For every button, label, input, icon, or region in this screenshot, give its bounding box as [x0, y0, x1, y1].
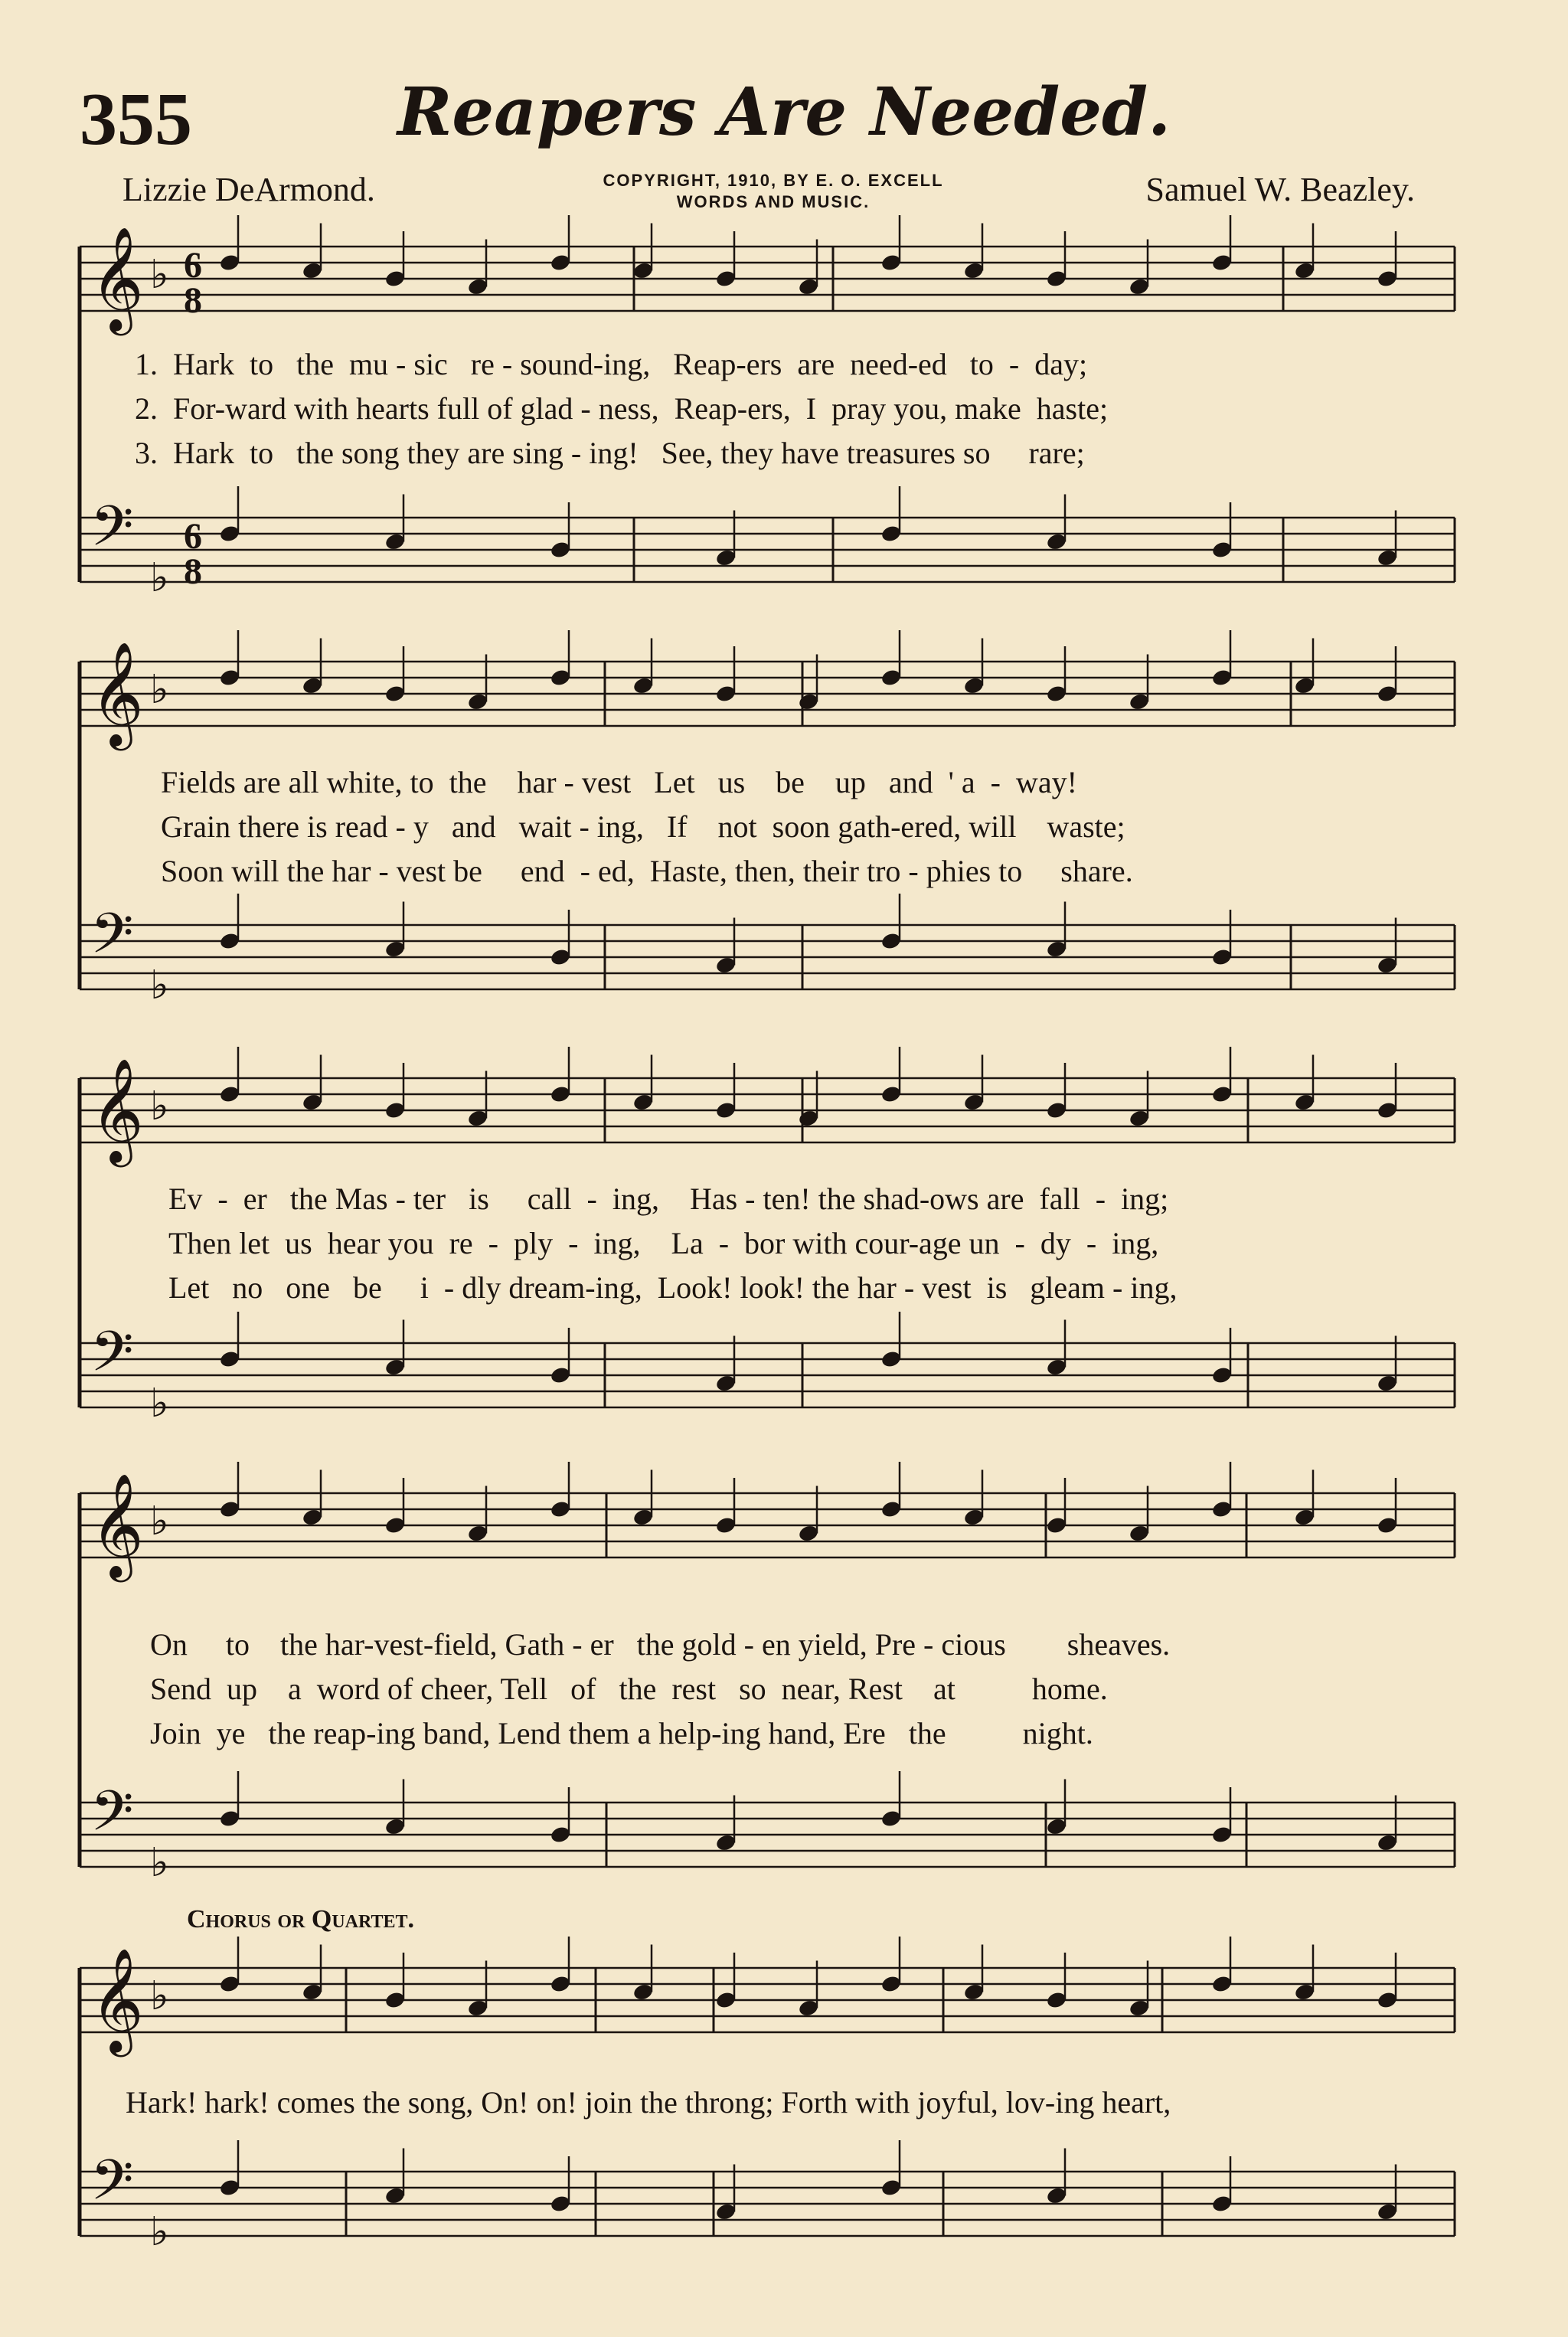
chorus-lyric-line: Hark! hark! comes the song, On! on! join the throng; Forth with joyful, lov-ing heart, — [126, 2085, 1171, 2120]
flat-icon: ♭ — [150, 1973, 169, 2019]
flat-icon: ♭ — [150, 1840, 169, 1886]
lyric-line-s4-v3: Join ye the reap-ing band, Lend them a help-ing hand, Ere the night. — [150, 1716, 1093, 1750]
lyric-line-s2-v2: Grain there is read - y and wait - ing, If not soon gath-ered, will waste; — [161, 809, 1125, 844]
hymn-number: 355 — [80, 78, 192, 161]
copyright-line-2: WORDS AND MUSIC. — [676, 192, 871, 211]
lyric-line-s3-v3: Let no one be i - dly dream-ing, Look! look! the har - vest is gleam - ing, — [168, 1270, 1178, 1305]
composer-credit: Samuel W. Beazley. — [1145, 171, 1415, 208]
bass-clef-icon: 𝄢 — [90, 1778, 134, 1857]
lyric-line-s1-v2: 2. For-ward with hearts full of glad - ness, Reap-ers, I pray you, make haste; — [135, 391, 1109, 426]
lyric-line-s4-v2: Send up a word of cheer, Tell of the rest so near, Rest at home. — [150, 1672, 1108, 1706]
treble-clef-icon: 𝄞 — [90, 225, 144, 331]
lyric-line-s3-v2: Then let us hear you re - ply - ing, La - bor with cour-age un - dy - ing, — [168, 1226, 1159, 1260]
flat-icon: ♭ — [150, 1499, 169, 1544]
flat-icon: ♭ — [150, 2209, 169, 2255]
lyric-line-s2-v1: Fields are all white, to the har - vest Let us be up and ' a - way! — [161, 765, 1077, 799]
flat-icon: ♭ — [150, 555, 169, 601]
lyric-line-s3-v1: Ev - er the Mas - ter is call - ing, Has - ten! the shad-ows are fall - ing; — [168, 1182, 1169, 1216]
time-signature-top: 6 — [184, 245, 202, 286]
lyric-line-s1-v1: 1. Hark to the mu - sic re - sound-ing, Reap-ers are need-ed to - day; — [135, 347, 1088, 381]
time-signature-bottom: 8 — [184, 280, 202, 321]
treble-clef-icon: 𝄞 — [90, 1057, 144, 1162]
time-signature-top: 6 — [184, 516, 202, 557]
treble-clef-icon: 𝄞 — [90, 1472, 144, 1577]
flat-icon: ♭ — [150, 252, 169, 298]
lyric-line-s2-v3: Soon will the har - vest be end - ed, Haste, then, their tro - phies to share. — [161, 854, 1133, 888]
flat-icon: ♭ — [150, 1084, 169, 1129]
hymn-title: Reapers Are Needed. — [397, 74, 1171, 151]
copyright-line-1: COPYRIGHT, 1910, BY E. O. EXCELL — [603, 171, 944, 190]
flat-icon: ♭ — [150, 667, 169, 713]
bass-clef-icon: 𝄢 — [90, 1319, 134, 1397]
author-credit: Lizzie DeArmond. — [122, 171, 375, 208]
treble-clef-icon: 𝄞 — [90, 640, 144, 746]
flat-icon: ♭ — [150, 963, 169, 1008]
flat-icon: ♭ — [150, 1381, 169, 1427]
treble-clef-icon: 𝄞 — [90, 1946, 144, 2052]
bass-clef-icon: 𝄢 — [90, 2147, 134, 2226]
time-signature-bottom: 8 — [184, 551, 202, 592]
lyric-line-s1-v3: 3. Hark to the song they are sing - ing! See, they have treasures so rare; — [135, 436, 1085, 470]
chorus-label: Chorus or Quartet. — [187, 1905, 415, 1933]
bass-clef-icon: 𝄢 — [90, 900, 134, 979]
bass-clef-icon: 𝄢 — [90, 493, 134, 572]
lyric-line-s4-v1: On to the har-vest-field, Gath - er the gold - en yield, Pre - cious sheaves. — [150, 1627, 1171, 1662]
